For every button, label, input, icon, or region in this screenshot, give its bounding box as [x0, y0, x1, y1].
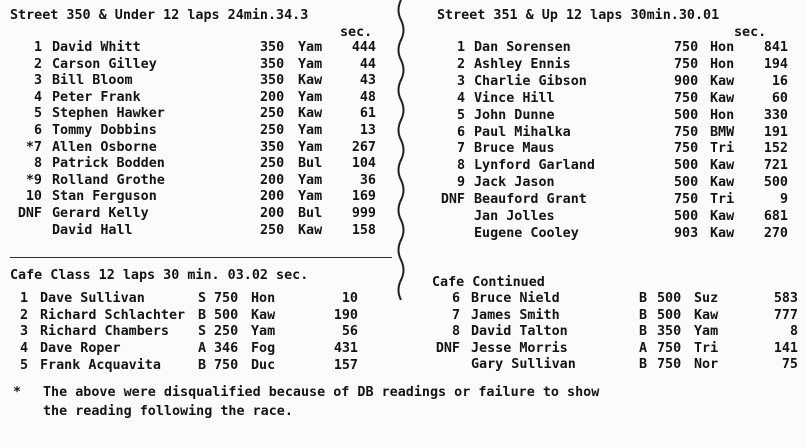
- result-cc: 200: [260, 206, 285, 221]
- result-make: Kaw: [694, 307, 719, 323]
- result-pos: 8: [456, 158, 465, 174]
- result-make: Suz: [694, 291, 719, 306]
- result-name: Beauford Grant: [474, 192, 587, 208]
- result-cc: 350: [260, 56, 285, 72]
- result-name: Jesse Morris: [471, 340, 568, 356]
- result-cc: 350: [260, 40, 285, 55]
- result-pos: 6: [456, 124, 465, 140]
- result-pos: 1: [456, 40, 465, 55]
- result-cc: 750: [214, 357, 239, 373]
- footnote-line-1: The above were disqualified because of DB readings or failure to show: [43, 385, 600, 400]
- result-make: Bul: [298, 156, 323, 172]
- result-cc: 750: [674, 192, 699, 208]
- result-name: Jack Jason: [474, 175, 555, 191]
- result-name: Stephen Hawker: [52, 106, 165, 122]
- result-make: BMW: [710, 124, 735, 140]
- result-cc: 350: [260, 139, 285, 155]
- street-351-sec: sec.: [734, 25, 767, 40]
- result-pos: DNF: [435, 340, 460, 356]
- result-make: Yam: [298, 56, 323, 72]
- result-pos: 6: [451, 291, 460, 306]
- result-cc: 250: [214, 324, 239, 340]
- result-num: 10: [341, 291, 358, 306]
- result-num: 169: [351, 189, 376, 205]
- result-name: Eugene Cooley: [474, 225, 579, 241]
- result-num: 583: [773, 291, 798, 306]
- result-cc: 250: [260, 156, 285, 172]
- result-cc: 500: [674, 175, 699, 191]
- result-cc: 900: [674, 73, 699, 89]
- result-name: Bruce Maus: [474, 141, 555, 157]
- result-cc: 250: [260, 123, 285, 138]
- result-name: Bruce Nield: [471, 291, 560, 306]
- result-make: Yam: [298, 139, 323, 155]
- result-cls: S: [198, 324, 207, 340]
- result-name: John Dunne: [474, 107, 555, 123]
- result-name: David Hall: [52, 222, 133, 238]
- result-name: Allen Osborne: [52, 139, 157, 155]
- column-divider: [394, 0, 408, 300]
- result-pos: DNF: [17, 206, 42, 221]
- result-name: Bill Bloom: [52, 73, 133, 89]
- result-cc: 350: [657, 324, 682, 340]
- result-cc: 500: [674, 209, 699, 224]
- result-make: Tri: [710, 141, 735, 157]
- result-name: Gerard Kelly: [52, 206, 149, 221]
- footnote-line-2: the reading following the race.: [43, 404, 293, 419]
- result-num: 330: [763, 107, 788, 123]
- result-make: Duc: [251, 357, 276, 373]
- result-num: 43: [359, 73, 376, 89]
- result-make: Hon: [251, 291, 276, 306]
- result-name: Ashley Ennis: [474, 56, 571, 72]
- result-num: 9: [779, 192, 788, 208]
- result-cc: 750: [674, 141, 699, 157]
- result-num: 999: [351, 206, 376, 221]
- result-cc: 750: [214, 291, 239, 306]
- result-num: 681: [763, 209, 788, 224]
- result-make: Kaw: [710, 158, 735, 174]
- result-cls: B: [639, 324, 648, 340]
- result-num: 16: [771, 73, 788, 89]
- result-num: 75: [781, 357, 798, 373]
- result-cc: 750: [657, 340, 682, 356]
- result-pos: 3: [19, 324, 28, 340]
- result-name: Tommy Dobbins: [52, 123, 157, 138]
- result-cc: 500: [657, 307, 682, 323]
- result-name: James Smith: [471, 307, 560, 323]
- result-pos: *9: [25, 172, 42, 188]
- result-make: Kaw: [298, 73, 323, 89]
- result-num: 152: [763, 141, 788, 157]
- result-num: 267: [351, 139, 376, 155]
- result-name: Lynford Garland: [474, 158, 595, 174]
- cafe-header: Cafe Class 12 laps 30 min. 03.02 sec.: [10, 268, 309, 283]
- result-pos: 1: [19, 291, 28, 306]
- result-name: Carson Gilley: [52, 56, 157, 72]
- result-name: Patrick Bodden: [52, 156, 165, 172]
- result-cls: S: [198, 291, 207, 306]
- result-make: Yam: [251, 324, 276, 340]
- result-cc: 750: [674, 124, 699, 140]
- result-make: Tri: [710, 192, 735, 208]
- result-make: Kaw: [251, 307, 276, 323]
- result-make: Kaw: [710, 90, 735, 106]
- result-pos: 5: [456, 107, 465, 123]
- result-name: Peter Frank: [52, 89, 141, 105]
- result-cc: 750: [657, 357, 682, 373]
- result-name: Dave Roper: [40, 341, 121, 357]
- result-name: Jan Jolles: [474, 209, 555, 224]
- result-pos: 2: [19, 307, 28, 323]
- result-name: Stan Ferguson: [52, 189, 157, 205]
- result-cc: 500: [674, 158, 699, 174]
- result-cls: B: [639, 357, 648, 373]
- result-pos: DNF: [440, 192, 465, 208]
- result-num: 191: [763, 124, 788, 140]
- result-num: 777: [773, 307, 798, 323]
- result-pos: 9: [456, 175, 465, 191]
- result-pos: 4: [456, 90, 465, 106]
- result-make: Kaw: [710, 73, 735, 89]
- result-pos: 3: [456, 73, 465, 89]
- result-pos: 10: [25, 189, 42, 205]
- result-make: Hon: [710, 56, 735, 72]
- result-name: Gary Sullivan: [471, 357, 576, 373]
- result-make: Yam: [298, 40, 323, 55]
- result-num: 194: [763, 56, 788, 72]
- result-name: Dan Sorensen: [474, 40, 571, 55]
- result-cls: A: [198, 341, 207, 357]
- result-name: David Whitt: [52, 40, 141, 55]
- result-cc: 350: [260, 73, 285, 89]
- result-cc: 250: [260, 106, 285, 122]
- result-num: 44: [359, 56, 376, 72]
- result-num: 190: [333, 307, 358, 323]
- result-num: 13: [359, 123, 376, 138]
- result-num: 48: [359, 89, 376, 105]
- result-cls: B: [198, 307, 207, 323]
- result-pos: 4: [19, 341, 28, 357]
- result-cc: 346: [214, 341, 239, 357]
- result-make: Bul: [298, 206, 323, 221]
- result-num: 8: [789, 324, 798, 340]
- result-pos: 6: [33, 123, 42, 138]
- result-num: 56: [341, 324, 358, 340]
- result-pos: 8: [33, 156, 42, 172]
- result-cls: B: [639, 291, 648, 306]
- result-num: 104: [351, 156, 376, 172]
- result-pos: 7: [451, 307, 460, 323]
- result-num: 721: [763, 158, 788, 174]
- result-make: Kaw: [710, 209, 735, 224]
- result-num: 141: [773, 340, 798, 356]
- result-pos: *7: [25, 139, 42, 155]
- result-cc: 903: [674, 225, 699, 241]
- result-make: Hon: [710, 40, 735, 55]
- result-cls: A: [639, 340, 648, 356]
- result-num: 841: [763, 40, 788, 55]
- footnote-star: *: [13, 385, 22, 400]
- result-num: 444: [351, 40, 376, 55]
- result-cc: 500: [214, 307, 239, 323]
- result-pos: 4: [33, 89, 42, 105]
- result-cls: B: [198, 357, 207, 373]
- street-350-sec: sec.: [340, 25, 373, 40]
- result-make: Tri: [694, 340, 719, 356]
- cafe-continued-header: Cafe Continued: [432, 275, 545, 290]
- section-rule: [10, 257, 392, 258]
- result-num: 61: [359, 106, 376, 122]
- result-name: Charlie Gibson: [474, 73, 587, 89]
- result-name: Vince Hill: [474, 90, 555, 106]
- result-make: Kaw: [298, 106, 323, 122]
- result-cc: 500: [674, 107, 699, 123]
- street-350-header: Street 350 & Under 12 laps 24min.34.3: [10, 8, 309, 23]
- result-name: Frank Acquavita: [40, 357, 161, 373]
- result-make: Kaw: [298, 222, 323, 238]
- result-cc: 750: [674, 90, 699, 106]
- result-num: 500: [763, 175, 788, 191]
- result-name: Paul Mihalka: [474, 124, 571, 140]
- result-pos: 7: [456, 141, 465, 157]
- result-num: 158: [351, 222, 376, 238]
- result-make: Yam: [298, 123, 323, 138]
- result-cc: 500: [657, 291, 682, 306]
- result-make: Hon: [710, 107, 735, 123]
- result-make: Yam: [694, 324, 719, 340]
- result-cc: 750: [674, 56, 699, 72]
- result-pos: 8: [451, 324, 460, 340]
- street-351-header: Street 351 & Up 12 laps 30min.30.01: [437, 8, 720, 23]
- result-pos: 5: [33, 106, 42, 122]
- result-make: Kaw: [710, 225, 735, 241]
- result-pos: 1: [33, 40, 42, 55]
- result-name: David Talton: [471, 324, 568, 340]
- result-num: 36: [359, 172, 376, 188]
- result-name: Rolland Grothe: [52, 172, 165, 188]
- result-name: Richard Chambers: [40, 324, 169, 340]
- result-make: Fog: [251, 341, 276, 357]
- result-pos: 5: [19, 357, 28, 373]
- result-pos: 2: [456, 56, 465, 72]
- result-num: 60: [771, 90, 788, 106]
- result-make: Nor: [694, 357, 719, 373]
- result-cc: 250: [260, 222, 285, 238]
- result-make: Kaw: [710, 175, 735, 191]
- result-make: Yam: [298, 172, 323, 188]
- result-cc: 750: [674, 40, 699, 55]
- result-pos: 3: [33, 73, 42, 89]
- result-cls: B: [639, 307, 648, 323]
- result-num: 157: [333, 357, 358, 373]
- result-make: Yam: [298, 189, 323, 205]
- result-cc: 200: [260, 172, 285, 188]
- result-pos: 2: [33, 56, 42, 72]
- result-cc: 200: [260, 189, 285, 205]
- result-name: Dave Sullivan: [40, 291, 145, 306]
- result-num: 431: [333, 341, 358, 357]
- result-cc: 200: [260, 89, 285, 105]
- result-make: Yam: [298, 89, 323, 105]
- result-num: 270: [763, 225, 788, 241]
- result-name: Richard Schlachter: [40, 307, 186, 323]
